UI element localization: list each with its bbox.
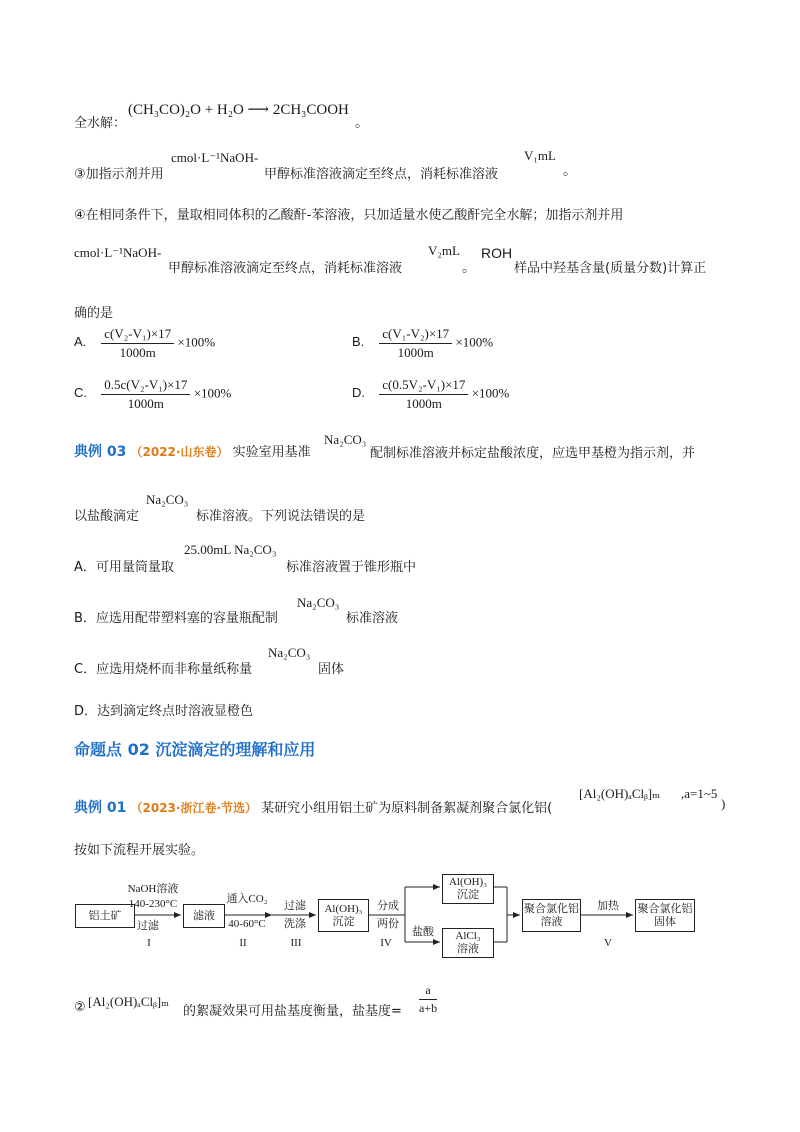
flow-box-alcl3: [442, 928, 494, 958]
fraction: $\frac{\text{c(V₂-V₁)×17}}{1000m}$: [101, 326, 174, 361]
last-text: 的絮凝效果可用盐基度衡量，盐基度=: [183, 1004, 402, 1019]
acid-label: 盐酸: [412, 926, 434, 938]
fraction: $\frac{\text{c(0.5V₂-V₁)×17}}{1000m}$: [379, 377, 468, 412]
step3-prefix: ③加指示剂并用: [74, 167, 164, 182]
ex03-line2-suffix: 标准溶液。下列说法错误的是: [196, 509, 366, 524]
flow-box-filtrate: 滤液: [183, 904, 225, 928]
option-label: B.: [352, 334, 365, 350]
hydrolysis-suffix: 。: [355, 116, 369, 131]
fraction: $\frac{\text{c(V₁-V₂)×17}}{1000m}$: [379, 326, 452, 361]
arrow2-top2: 40-60°C: [228, 918, 266, 930]
step3-suffix: 。: [563, 164, 577, 179]
fraction-den: a+b: [419, 1001, 438, 1015]
step3-text: 甲醇标准溶液滴定至终点，消耗标准溶液: [264, 167, 499, 182]
hydrolysis-prefix: 全水解：: [74, 116, 127, 131]
step4-volume: V₂mL: [428, 243, 460, 258]
option-prefix: A．可用量筒量取: [74, 560, 174, 575]
box-line: 溶液: [540, 915, 563, 928]
arrow3-step: III: [290, 937, 302, 949]
hydrolysis-equation: (CH₃CO)₂O + H₂O ⟶ 2CH₃COOH: [128, 102, 349, 118]
option-label: C.: [74, 385, 87, 401]
arrow1-bottom: 过滤: [137, 920, 159, 932]
step3-volume: V₁mL: [524, 148, 556, 163]
box-line: 固体: [654, 915, 676, 928]
option-tail: ×100%: [193, 385, 232, 401]
step4-tail: 样品中羟基含量(质量分数)计算正: [514, 261, 707, 276]
ex03-option-c-formula: Na₂CO₃: [268, 645, 311, 660]
ex03-line2-prefix: 以盐酸滴定: [74, 509, 140, 524]
box-line: Al(OH)₃: [324, 902, 363, 915]
ex03-option-b-formula: Na₂CO₃: [297, 595, 340, 610]
step4-mid: 。: [462, 261, 476, 276]
option-label: A.: [74, 334, 87, 350]
arrow4-top: 分成: [377, 900, 399, 912]
ex03-text1: 实验室用基准: [232, 445, 311, 460]
step4-question: 确的是: [74, 306, 114, 321]
ex01-cond: ,a=1~5: [681, 786, 718, 801]
basicity-fraction: [419, 983, 437, 1016]
ex03-option-b-suffix: 标准溶液: [346, 611, 399, 626]
step4-text: 甲醇标准溶液滴定至终点，消耗标准溶液: [168, 261, 403, 276]
arrow5-step: V: [604, 937, 612, 949]
last-formula: [Al₂(OH)ₐClᵦ]ₘ: [88, 994, 170, 1009]
ex03-option-d[interactable]: [74, 700, 740, 719]
arrow1-step: I: [147, 937, 151, 949]
arrow1-top2: 140-230°C: [128, 898, 178, 910]
box-line: 溶液: [457, 943, 479, 955]
ex01-title: 典例 01: [74, 800, 127, 816]
ex03-option-c-suffix: 固体: [318, 662, 345, 677]
ex03-line2-formula: Na₂CO₃: [146, 492, 189, 507]
arrow2-step: II: [239, 937, 247, 949]
step3-reagent: cmol·L⁻¹NaOH-: [171, 150, 259, 165]
arrow5-top: 加热: [597, 900, 619, 912]
ex01-formula: [Al₂(OH)ₐClᵦ]ₘ: [579, 786, 661, 801]
box-line: AlCl₃: [455, 930, 481, 942]
flow-box-bauxite: 铝土矿: [75, 904, 135, 928]
option-tail: ×100%: [471, 385, 510, 401]
ex03-option-a-suffix: 标准溶液置于锥形瓶中: [286, 560, 417, 575]
ex03-formula1: Na₂CO₃: [324, 432, 367, 447]
flow-box-pac-solution: [522, 899, 581, 932]
step4-reagent: cmol·L⁻¹NaOH-: [74, 245, 162, 260]
ex03-source: （2022·山东卷）: [130, 445, 229, 459]
ex01-source: （2023·浙江卷·节选）: [130, 801, 258, 815]
arrow2-top: 通入CO₂: [226, 893, 268, 905]
q1-option-b[interactable]: [352, 326, 493, 361]
arrow1-top1: NaOH溶液: [127, 883, 179, 895]
option-prefix: D．达到滴定终点时溶液显橙色: [74, 704, 254, 719]
step4-line: ④在相同条件下，量取相同体积的乙酸酐-苯溶液，只加适量水使乙酸酐完全水解；加指示剂并用: [74, 208, 624, 223]
fraction-num: a: [419, 983, 437, 1000]
arrow4-bottom: 两份: [377, 918, 399, 930]
option-prefix: C．应选用烧杯而非称量纸称量: [74, 662, 253, 677]
arrow4-step: IV: [380, 937, 392, 949]
fraction: $\frac{\text{0.5c(V₂-V₁)×17}}{1000m}$: [101, 377, 190, 412]
box-line: 聚合氯化铝: [637, 902, 693, 915]
ex01-close: ): [721, 796, 726, 811]
option-prefix: B．应选用配带塑料塞的容量瓶配制: [74, 611, 278, 626]
arrow3-bottom: 洗涤: [284, 918, 306, 930]
q1-option-a[interactable]: [74, 326, 215, 361]
q1-option-c[interactable]: [74, 377, 231, 412]
option-tail: ×100%: [455, 334, 494, 350]
ex03-title: 典例 03: [74, 444, 127, 460]
box-line: Al(OH)₃: [448, 876, 488, 888]
step4-formula: ROH: [481, 245, 513, 261]
option-label: D.: [352, 385, 365, 401]
box-line: 沉淀: [457, 889, 479, 901]
arrow3-top: 过滤: [284, 900, 306, 912]
ex03-option-a-formula: 25.00mL Na₂CO₃: [184, 542, 277, 557]
q1-option-d[interactable]: [352, 377, 509, 412]
box-line: 沉淀: [332, 915, 355, 928]
ex01-text1: 某研究小组用铝土矿为原料制备絮凝剂聚合氯化铝(: [261, 801, 553, 816]
flow-box-pac-solid: [635, 899, 695, 932]
ex01-line2: 按如下流程开展实验。: [74, 843, 205, 858]
ex03-text2: 配制标准溶液并标定盐酸浓度，应选甲基橙为指示剂，并: [370, 446, 696, 461]
box-line: 聚合氯化铝: [524, 902, 579, 915]
last-prefix: ②: [74, 1000, 86, 1015]
section-title: 命题点 02 沉淀滴定的理解和应用: [74, 740, 316, 759]
flow-box-aloh3-2: [442, 874, 494, 904]
option-tail: ×100%: [177, 334, 216, 350]
flow-box-aloh3: [318, 899, 369, 932]
